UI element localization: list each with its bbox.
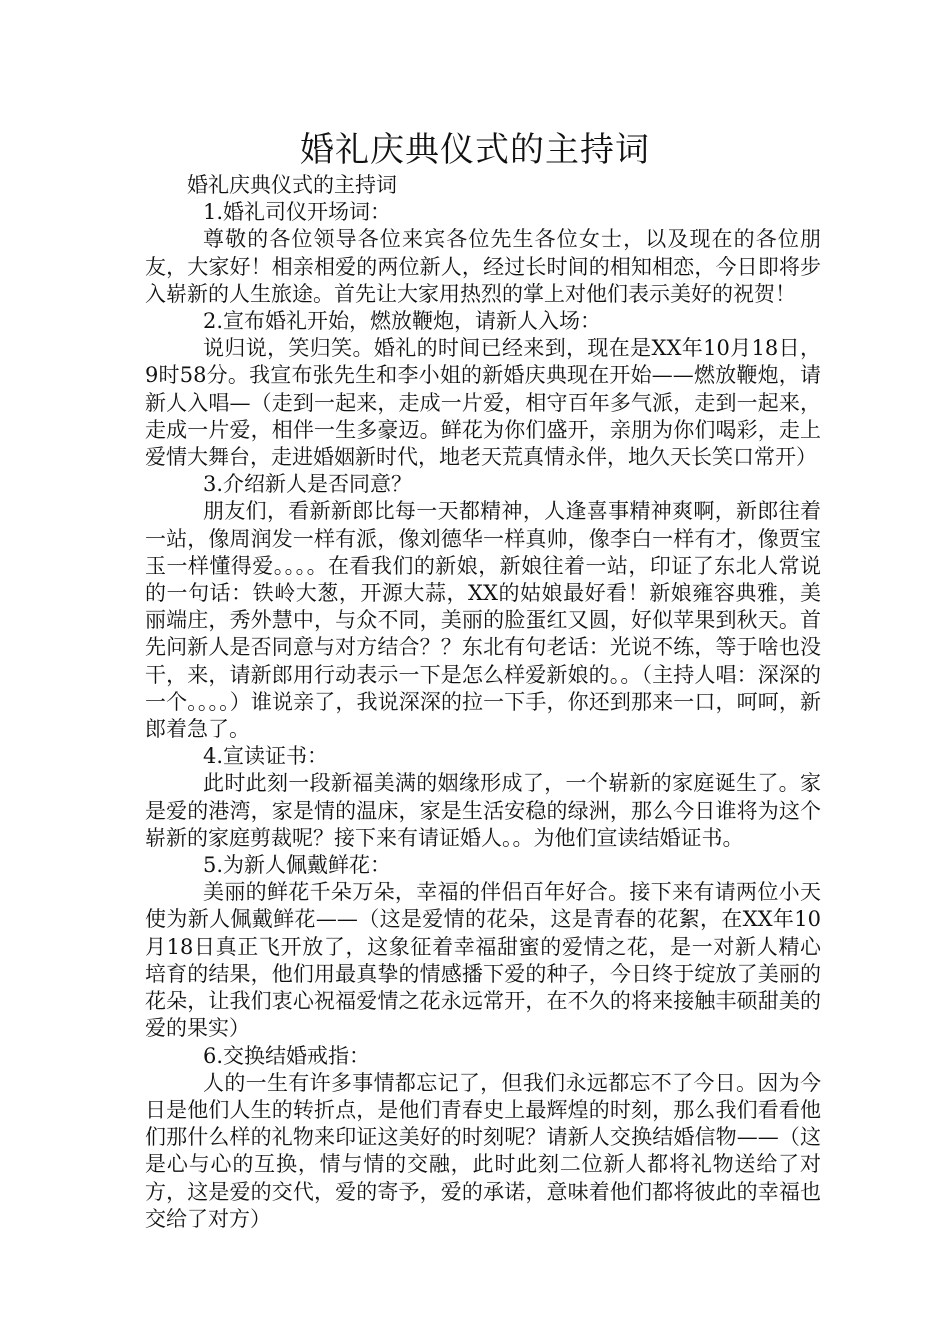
section-heading-3: 3.介绍新人是否同意？ xyxy=(203,472,413,497)
document-body xyxy=(145,172,821,1233)
document-title: 婚礼庆典仪式的主持词 xyxy=(300,130,650,170)
section-body-5: 美丽的鲜花千朵万朵，幸福的伴侣百年好合。接下来有请两位小天使为新人佩戴鲜花——（这是爱情的花朵，这是青春的花絮，在XX年10月18日真正飞开放了，这象征着幸福甜蜜的爱情之花，是一对新人精心培育的结果，他们用最真挚的情感播下爱的种子，今日终于绽放了美丽的花朵，让我们衷心祝福爱情之花永远常开，在不久的将来接触丰硕甜美的爱的果实） xyxy=(145,880,821,1041)
section-body-4: 此时此刻一段新福美满的姻缘形成了，一个崭新的家庭诞生了。家是爱的港湾，家是情的温床，家是生活安稳的绿洲，那么今日谁将为这个崭新的家庭剪裁呢？接下来有请证婚人。。为他们宣读结婚证书。 xyxy=(145,771,821,850)
section-body-3: 朋友们，看新新郎比每一天都精神，人逢喜事精神爽啊，新郎往着一站，像周润发一样有派，像刘德华一样真帅，像李白一样有才，像贾宝玉一样懂得爱。。。。在看我们的新娘，新娘往着一站，印证了东北人常说的一句话：铁岭大葱，开源大蒜，XX的姑娘最好看！新娘雍容典雅，美丽端庄，秀外慧中，与众不同，美丽的脸蛋红又圆，好似苹果到秋天。首先问新人是否同意与对方结合？？东北有句老话：光说不练，等于啥也没干，来，请新郎用行动表示一下是怎么样爱新娘的。。（主持人唱：深深的一个。。。。）谁说亲了，我说深深的拉一下手，你还到那来一口，呵呵，新郎着急了。 xyxy=(145,499,821,742)
document-subtitle: 婚礼庆典仪式的主持词 xyxy=(187,173,397,197)
section-heading-1: 1.婚礼司仪开场词： xyxy=(203,200,392,225)
section-heading-6: 6.交换结婚戒指： xyxy=(203,1043,371,1068)
section-heading-4: 4.宣读证书： xyxy=(203,744,329,769)
section-body-6: 人的一生有许多事情都忘记了，但我们永远都忘不了今日。因为今日是他们人生的转折点，是他们青春史上最辉煌的时刻，那么我们看看他们那什么样的礼物来印证这美好的时刻呢？请新人交换结婚信物——（这是心与心的互换，情与情的交融，此时此刻二位新人都将礼物送给了对方，这是爱的交代，爱的寄予，爱的承诺，意味着他们都将彼此的幸福也交给了对方） xyxy=(145,1070,821,1231)
section-heading-5: 5.为新人佩戴鲜花： xyxy=(203,853,392,878)
section-body-2: 说归说，笑归笑。婚礼的时间已经来到，现在是XX年10月18日，9时58分。我宣布张先生和李小姐的新婚庆典现在开始——燃放鞭炮，请新人入唱—（走到一起来，走成一片爱，相守百年多气派，走到一起来，走成一片爱，相伴一生多豪迈。鲜花为你们盛开，亲朋为你们喝彩，走上爱情大舞台，走进婚姻新时代，地老天荒真情永伴，地久天长笑口常开） xyxy=(145,336,821,470)
section-heading-2: 2.宣布婚礼开始，燃放鞭炮，请新人入场： xyxy=(203,309,602,334)
section-body-1: 尊敬的各位领导各位来宾各位先生各位女士，以及现在的各位朋友，大家好！相亲相爱的两位新人，经过长时间的相知相恋，今日即将步入崭新的人生旅途。首先让大家用热烈的掌上对他们表示美好的祝贺！ xyxy=(145,227,821,306)
